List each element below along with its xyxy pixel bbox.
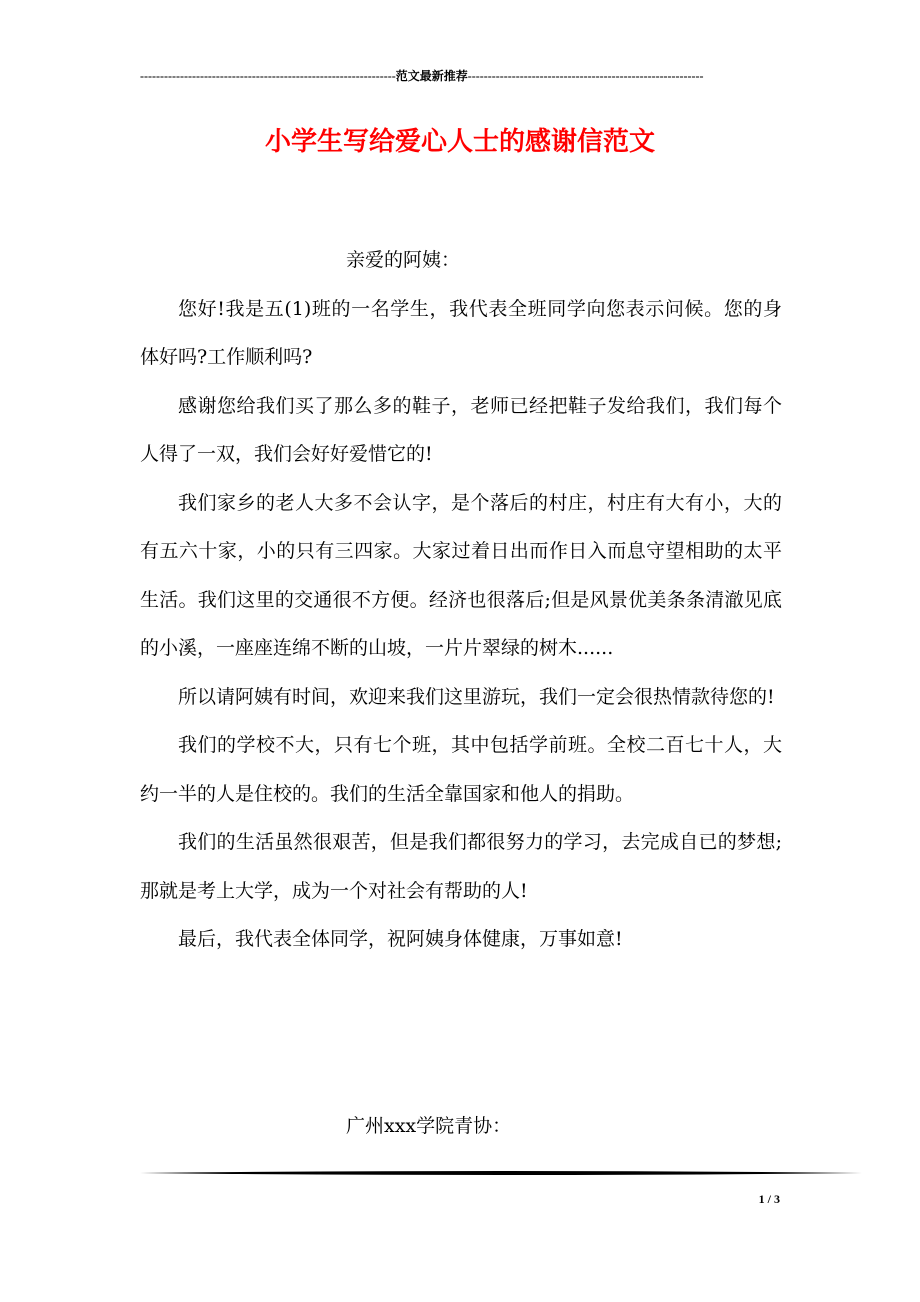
paragraph: 您好!我是五(1)班的一名学生，我代表全班同学向您表示问候。您的身体好吗?工作顺利吗? (140, 297, 782, 368)
paragraph: 我们的生活虽然很艰苦，但是我们都很努力的学习，去完成自已的梦想;那就是考上大学，成为一个对社会有帮助的人! (140, 831, 782, 902)
salutation: 亲爱的阿姨： (346, 249, 461, 271)
paragraph: 所以请阿姨有时间，欢迎来我们这里游玩，我们一定会很热情款待您的! (178, 685, 775, 708)
paragraph: 最后，我代表全体同学，祝阿姨身体健康，万事如意! (178, 928, 623, 950)
signature: 广州xxx学院青协： (346, 1115, 512, 1137)
page-header: ----------------------------------------------------------------范文最新推荐----------------------------------------------------------- (140, 69, 704, 83)
page-number: 1 / 3 (758, 1192, 780, 1206)
footer-divider (140, 1170, 862, 1176)
paragraph: 感谢您给我们买了那么多的鞋子，老师已经把鞋子发给我们，我们每个人得了一双，我们会好好爱惜它的! (140, 394, 782, 465)
paragraph: 我们的学校不大，只有七个班，其中包括学前班。全校二百七十人，大约一半的人是住校的。我们的生活全靠国家和他人的捐助。 (140, 734, 782, 805)
document-title: 小学生写给爱心人士的感谢信范文 (264, 127, 655, 157)
letter-body (140, 236, 782, 964)
paragraph: 我们家乡的老人大多不会认字，是个落后的村庄，村庄有大有小，大的有五六十家，小的只有三四家。大家过着日出而作日入而息守望相助的太平生活。我们这里的交通很不方便。经济也很落后;但是风景优美条条清澈见底的小溪，一座座连绵不断的山坡，一片片翠绿的树木...... (140, 491, 782, 659)
